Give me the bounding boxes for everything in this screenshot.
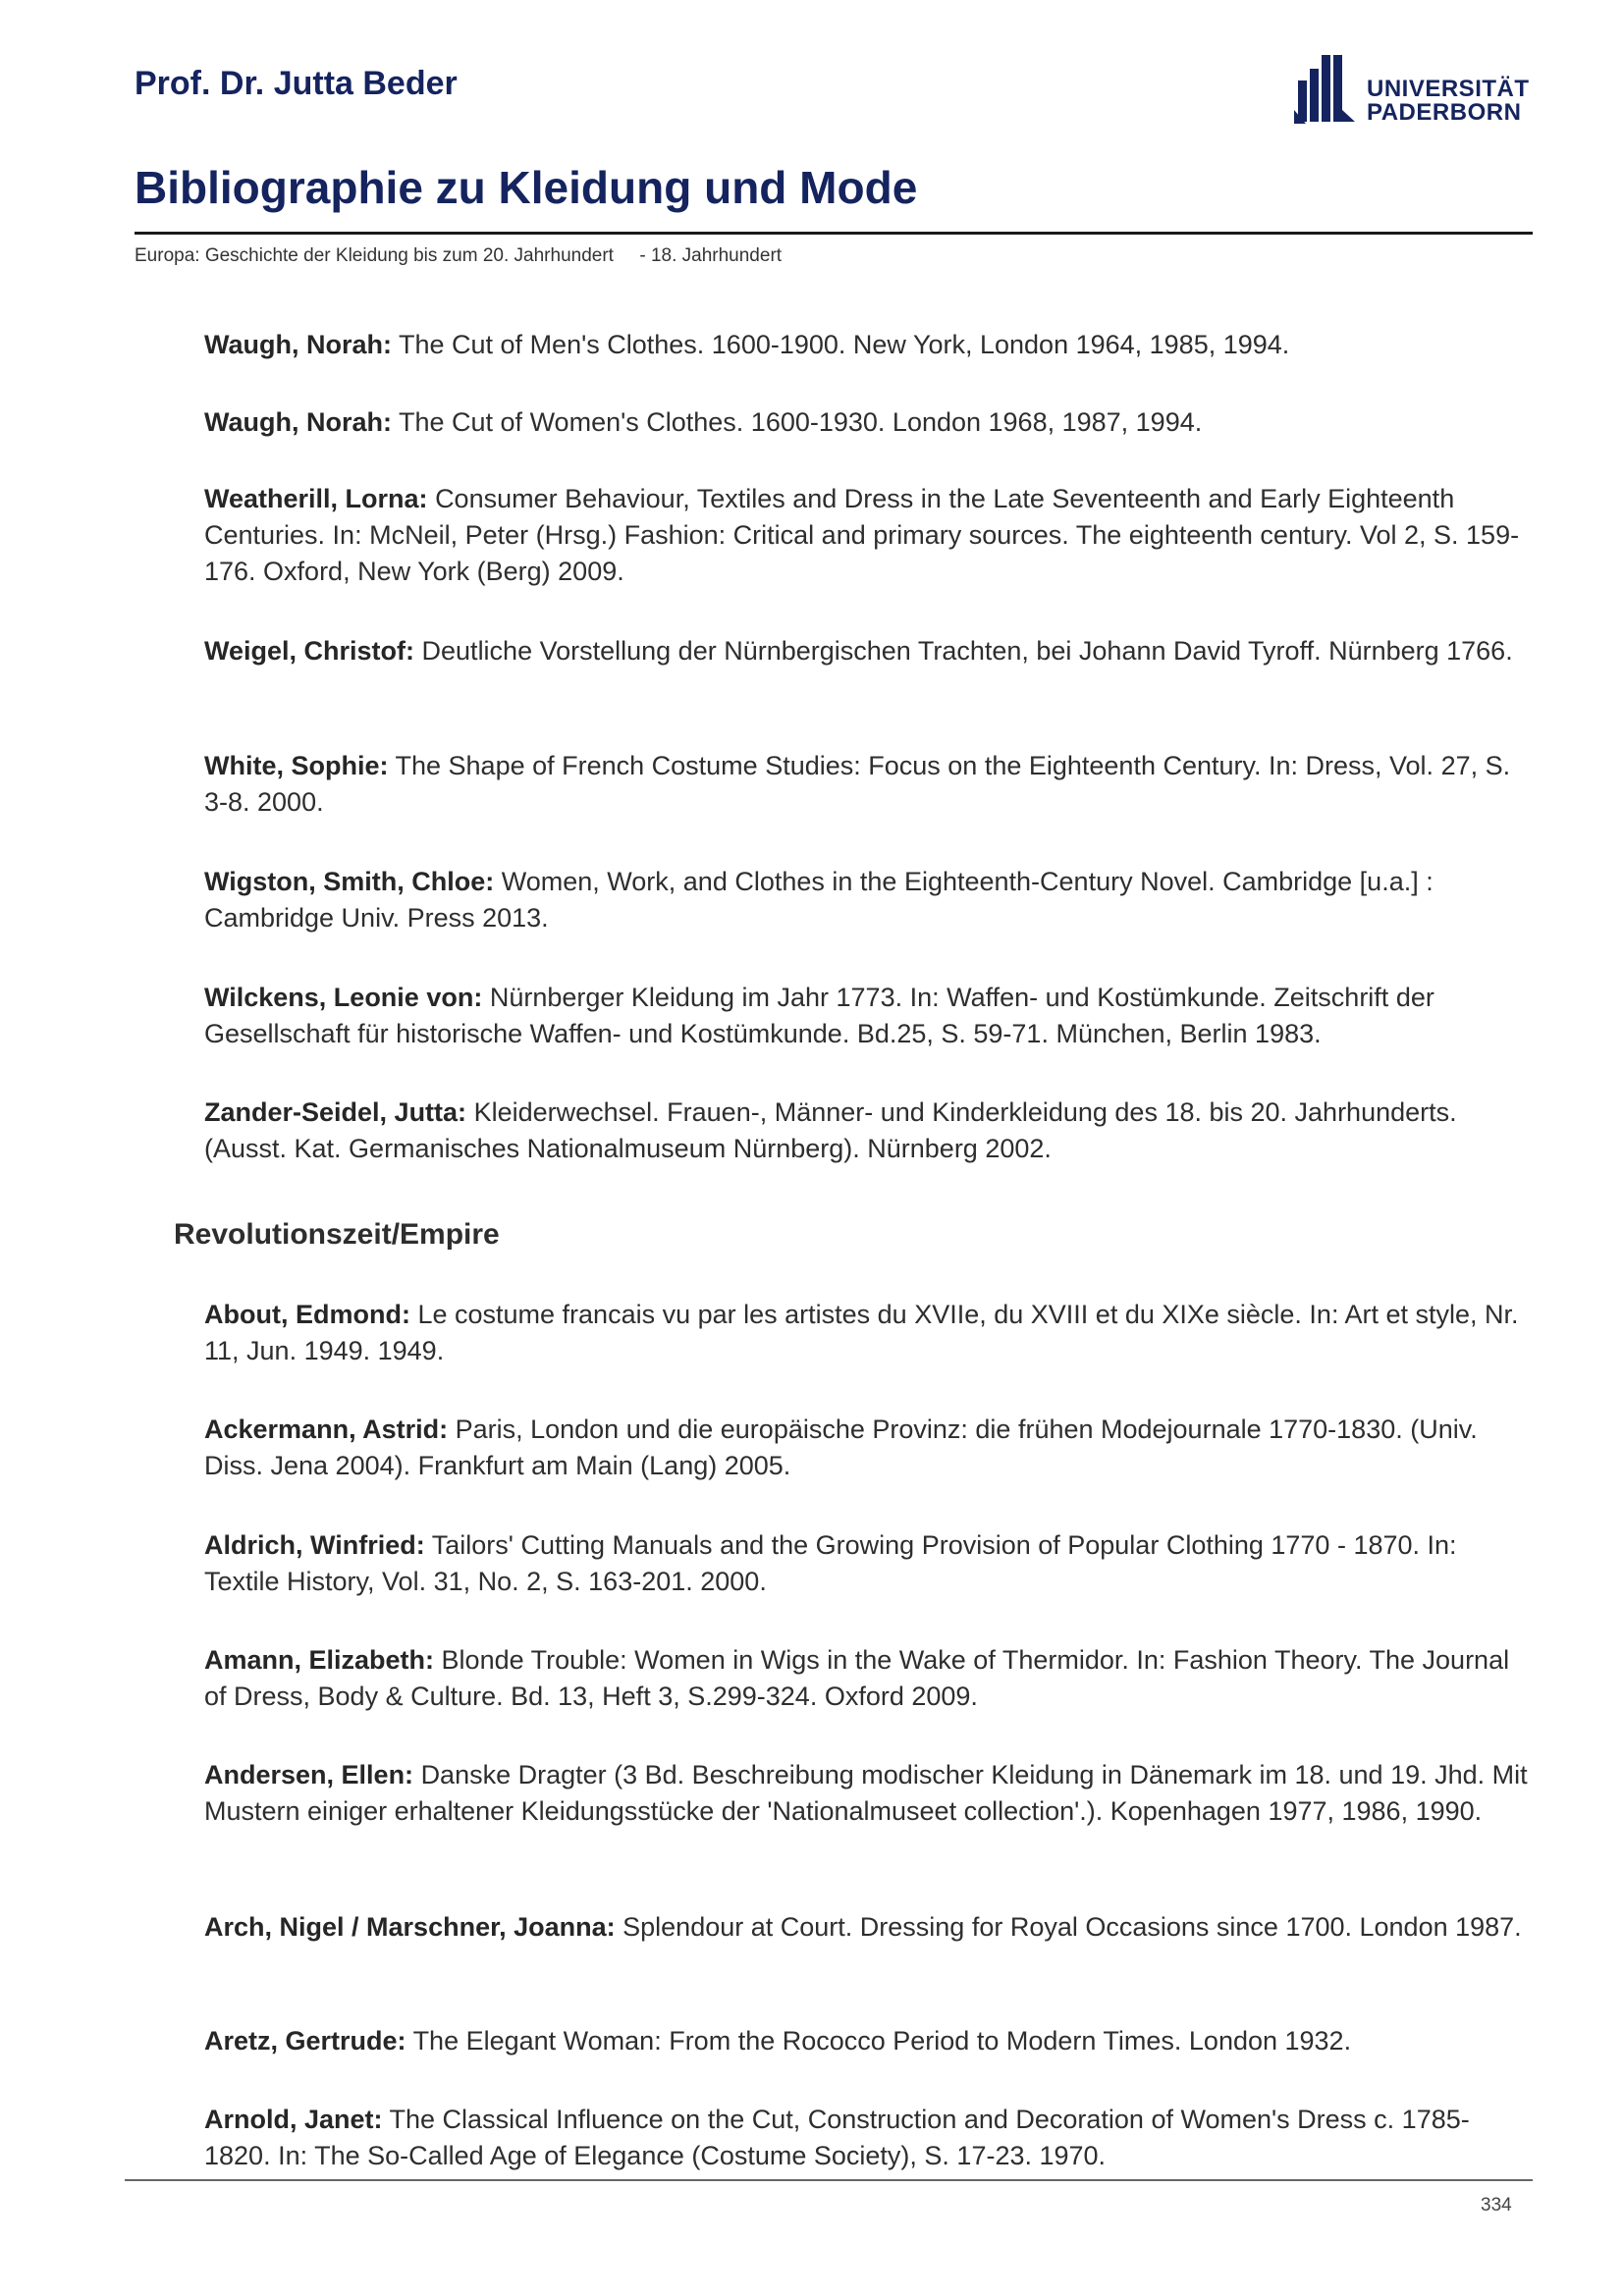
bibliography-entry (204, 748, 1530, 821)
entry-author: Zander-Seidel, Jutta: (204, 1097, 467, 1127)
entry-author: Amann, Elizabeth: (204, 1645, 435, 1675)
page-title: Bibliographie zu Kleidung und Mode (135, 162, 918, 213)
bibliography-entry (204, 1095, 1530, 1167)
header-divider (135, 232, 1533, 235)
entry-author: About, Edmond: (204, 1300, 410, 1329)
bibliography-entry (204, 1642, 1530, 1715)
entry-text: Le costume francais vu par les artistes du XVIIe, du XVIII et du XIXe siècle. In: Art et style, Nr. 11, Jun. 1949. 1949. (204, 1300, 1519, 1365)
entry-text: Splendour at Court. Dressing for Royal Occasions since 1700. London 1987. (622, 1912, 1522, 1942)
footer-divider (125, 2179, 1533, 2181)
entry-author: Aldrich, Winfried: (204, 1530, 425, 1560)
entry-text: The Elegant Woman: From the Rococco Period to Modern Times. London 1932. (412, 2026, 1352, 2056)
entry-author: Aretz, Gertrude: (204, 2026, 406, 2056)
entry-author: Wilckens, Leonie von: (204, 983, 483, 1012)
entry-author: Andersen, Ellen: (204, 1760, 414, 1789)
breadcrumb: Europa: Geschichte der Kleidung bis zum 20. Jahrhundert - 18. Jahrhundert (135, 245, 783, 266)
bibliography-entry (204, 1757, 1530, 1830)
entry-author: White, Sophie: (204, 751, 389, 780)
entry-text: Kleiderwechsel. Frauen-, Männer- und Kinderkleidung des 18. bis 20. Jahrhunderts. (Ausst. Kat. Germanisches Nationalmuseum Nürnberg). Nürnberg 2002. (204, 1097, 1457, 1163)
entry-author: Weatherill, Lorna: (204, 484, 428, 513)
entry-text: Paris, London und die europäische Provinz: die frühen Modejournale 1770-1830. (Univ. Diss. Jena 2004). Frankfurt am Main (Lang) 2005. (204, 1415, 1478, 1480)
bibliography-entry (204, 327, 1530, 363)
entry-author: Weigel, Christof: (204, 636, 415, 666)
entry-text: Deutliche Vorstellung der Nürnbergischen Trachten, bei Johann David Tyroff. Nürnberg 1766. (421, 636, 1513, 666)
bibliography-entry (204, 2102, 1530, 2174)
university-logo-icon (1294, 51, 1357, 130)
page-number: 334 (1481, 2195, 1512, 2216)
bibliography-entry (204, 2023, 1530, 2059)
entry-text: The Cut of Women's Clothes. 1600-1930. London 1968, 1987, 1994. (399, 407, 1203, 437)
entry-author: Waugh, Norah: (204, 407, 392, 437)
entry-author: Waugh, Norah: (204, 330, 392, 359)
entry-text: Tailors' Cutting Manuals and the Growing Provision of Popular Clothing 1770 - 1870. In: Textile History, Vol. 31, No. 2, S. 163-201. 2000. (204, 1530, 1457, 1596)
entry-text: Women, Work, and Clothes in the Eighteenth-Century Novel. Cambridge [u.a.] : Cambridge Univ. Press 2013. (204, 867, 1434, 933)
bibliography-entry (204, 864, 1530, 936)
entry-author: Arch, Nigel / Marschner, Joanna: (204, 1912, 616, 1942)
section-heading: Revolutionszeit/Empire (174, 1218, 500, 1251)
bibliography-entry (204, 633, 1530, 669)
entry-author: Wigston, Smith, Chloe: (204, 867, 495, 896)
bibliography-entry (204, 1909, 1530, 1946)
entry-text: Nürnberger Kleidung im Jahr 1773. In: Waffen- und Kostümkunde. Zeitschrift der Gesellschaft für historische Waffen- und Kostümkunde. Bd.25, S. 59-71. München, Berlin 1983. (204, 983, 1434, 1048)
university-logo (1294, 51, 1540, 132)
logo-line-1: UNIVERSITÄT (1367, 76, 1530, 102)
entry-text: The Cut of Men's Clothes. 1600-1900. New York, London 1964, 1985, 1994. (399, 330, 1290, 359)
bibliography-entry (204, 1297, 1530, 1369)
university-logo-text (1367, 78, 1530, 125)
entry-text: Blonde Trouble: Women in Wigs in the Wake of Thermidor. In: Fashion Theory. The Journal of Dress, Body & Culture. Bd. 13, Heft 3, S.299-324. Oxford 2009. (204, 1645, 1510, 1711)
entry-text: The Classical Influence on the Cut, Construction and Decoration of Women's Dress c. 1785-1820. In: The So-Called Age of Elegance (Costume Society), S. 17-23. 1970. (204, 2105, 1470, 2170)
logo-line-2: PADERBORN (1367, 99, 1522, 126)
entry-text: Danske Dragter (3 Bd. Beschreibung modischer Kleidung in Dänemark im 18. und 19. Jhd. Mit Mustern einiger erhaltener Kleidungsstücke der 'Nationalmuseet collection'.). Kopenhagen 1977, 1986, 1990. (204, 1760, 1528, 1826)
author-name: Prof. Dr. Jutta Beder (135, 65, 458, 102)
bibliography-entry (204, 1412, 1530, 1484)
bibliography-entry (204, 481, 1530, 590)
bibliography-entry (204, 404, 1530, 441)
entry-author: Ackermann, Astrid: (204, 1415, 449, 1444)
bibliography-entry (204, 1527, 1530, 1600)
entry-text: The Shape of French Costume Studies: Focus on the Eighteenth Century. In: Dress, Vol. 27, S. 3-8. 2000. (204, 751, 1511, 817)
bibliography-entry (204, 980, 1530, 1052)
entry-author: Arnold, Janet: (204, 2105, 383, 2134)
entry-text: Consumer Behaviour, Textiles and Dress in the Late Seventeenth and Early Eighteenth Centuries. In: McNeil, Peter (Hrsg.) Fashion: Critical and primary sources. The eighteenth century. Vol 2, S. 159-176. Oxford, New York (Berg) 2009. (204, 484, 1520, 586)
